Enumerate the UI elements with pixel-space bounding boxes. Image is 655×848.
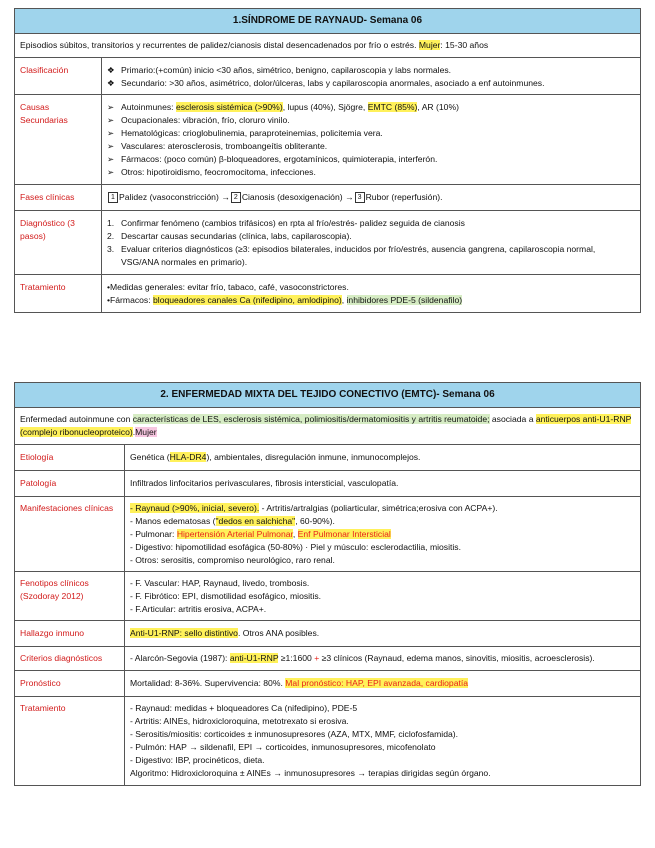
raynaud-intro: Episodios súbitos, transitorios y recurrentes de palidez/cianosis distal desencadenados por frío o estrés. Mujer: 15-30 años [15,34,641,58]
list-item: •Fármacos: bloqueadores canales Ca (nifedipino, amlodipino), inhibidores PDE-5 (sildenafilo) [107,295,463,305]
manifestaciones-label: Manifestaciones clínicas [15,497,125,572]
list-item: - F.Articular: artritis erosiva, ACPA+. [130,604,267,614]
list-item: Algoritmo: Hidroxicloroquina ± AINEs → inmunosupresores → terapias dirigidas según órgano. [130,768,491,778]
emtc-title: 2. ENFERMEDAD MIXTA DEL TEJIDO CONECTIVO (EMTC)- Semana 06 [15,383,641,408]
pronostico-content: Mortalidad: 8-36%. Supervivencia: 80%. Mal pronóstico: HAP, EPI avanzada, cardiopatía [125,671,641,697]
fenotipos-content [125,572,641,621]
hallazgo-content: Anti-U1-RNP: sello distintivo. Otros ANA posibles. [125,621,641,647]
fases-label: Fases clínicas [15,185,102,211]
diagnostico-content [102,211,641,275]
list-item: - Manos edematosas ("dedos en salchicha", 60-90%). [130,516,335,526]
fenotipos-label: Fenotipos clínicos (Szodoray 2012) [15,572,125,621]
list-item: ➢ Otros: hipotiroidismo, feocromocitoma, infecciones. [107,167,316,177]
list-item: 2. Descartar causas secundarias (clínica, labs, capilaroscopia). [107,231,352,241]
list-item: - Serositis/miositis: corticoides ± inmunosupresores (AZA, MTX, MMF, ciclofosfamida). [130,729,459,739]
list-item: 3. Evaluar criterios diagnósticos (≥3: episodios bilaterales, inducidos por frío/estrés, ausencia gangrena, capilaroscopia normal, VSG/ANA normales en primario). [107,244,596,267]
list-item: 1. Confirmar fenómeno (cambios trifásicos) en rpta al frío/estrés- palidez seguida de cianosis [107,218,465,228]
tratamiento-content [102,275,641,313]
causas-label: Causas Secundarias [15,95,102,185]
hallazgo-label: Hallazgo inmuno [15,621,125,647]
causas-content [102,95,641,185]
patologia-content: Infiltrados linfocitarios perivasculares, fibrosis intersticial, vasculopatía. [125,471,641,497]
list-item: - F. Fibrótico: EPI, dismotilidad esofágico, miositis. [130,591,322,601]
tratamiento-emtc-content [125,697,641,786]
raynaud-table [14,8,641,313]
list-item: ❖ Secundario: >30 años, asimétrico, dolor/úlceras, labs y capilaroscopia anormales, asociado a enf autoinmunes. [107,78,545,88]
list-item: - F. Vascular: HAP, Raynaud, livedo, trombosis. [130,578,310,588]
list-item: - Raynaud: medidas + bloqueadores Ca (nifedipino), PDE-5 [130,703,358,713]
list-item: - Artritis: AINEs, hidroxicloroquina, metotrexato si erosiva. [130,716,349,726]
list-item: ➢ Ocupacionales: vibración, frío, cloruro vinilo. [107,115,290,125]
list-item: ➢ Autoinmunes: esclerosis sistémica (>90%), lupus (40%), Sjögre, EMTC (85%), AR (10%) [107,102,459,112]
list-item: - Digestivo: hipomotilidad esofágica (50-80%) · Piel y músculo: esclerodactilia, miositis. [130,542,461,552]
list-item: - Digestivo: IBP, procinéticos, dieta. [130,755,265,765]
fases-content: 1 Palidez (vasoconstricción) → 2 Cianosis (desoxigenación) → 3 Rubor (reperfusión). [102,185,641,211]
clasificacion-content [102,58,641,95]
tratamiento-emtc-label: Tratamiento [15,697,125,786]
diagnostico-label: Diagnóstico (3 pasos) [15,211,102,275]
pronostico-label: Pronóstico [15,671,125,697]
criterios-content: - Alarcón-Segovia (1987): anti-U1-RNP ≥1:1600 + ≥3 clínicos (Raynaud, edema manos, sinovitis, miositis, acroesclerosis). [125,647,641,671]
list-item: - Pulmonar: Hipertensión Arterial Pulmonar, Enf Pulmonar Intersticial [130,529,391,539]
clasificacion-label: Clasificación [15,58,102,95]
list-item: - Pulmón: HAP → sildenafil, EPI → corticoides, inmunosupresores, micofenolato [130,742,436,752]
list-item: ➢ Fármacos: (poco común) β-bloqueadores, ergotamínicos, quimioterapia, interferón. [107,154,438,164]
etiologia-label: Etiología [15,445,125,471]
emtc-table [14,382,641,786]
list-item: ❖ Primario:(+común) inicio <30 años, simétrico, benigno, capilaroscopia y labs normales. [107,65,452,75]
manifestaciones-content [125,497,641,572]
list-item: ➢ Vasculares: aterosclerosis, tromboangeítis obliterante. [107,141,328,151]
list-item: - Raynaud (>90%, inicial, severo). - Artritis/artralgias (poliarticular, simétrica;erosiva con ACPA+). [130,503,498,513]
list-item: •Medidas generales: evitar frío, tabaco, café, vasoconstrictores. [107,282,349,292]
etiologia-content: Genética (HLA-DR4), ambientales, disregulación inmune, inmunocomplejos. [125,445,641,471]
criterios-label: Criterios diagnósticos [15,647,125,671]
tratamiento-label: Tratamiento [15,275,102,313]
patologia-label: Patología [15,471,125,497]
list-item: ➢ Hematológicas: crioglobulinemia, paraproteinemias, policitemia vera. [107,128,383,138]
emtc-intro: Enfermedad autoinmune con características de LES, esclerosis sistémica, polimiositis/dermatomiositis y artritis reumatoide; asociada a anticuerpos anti-U1-RNP (complejo ribonucleoproteico).Mujer [15,408,641,445]
list-item: - Otros: serositis, compromiso neurológico, raro renal. [130,555,335,565]
raynaud-title: 1.SÍNDROME DE RAYNAUD- Semana 06 [15,9,641,34]
